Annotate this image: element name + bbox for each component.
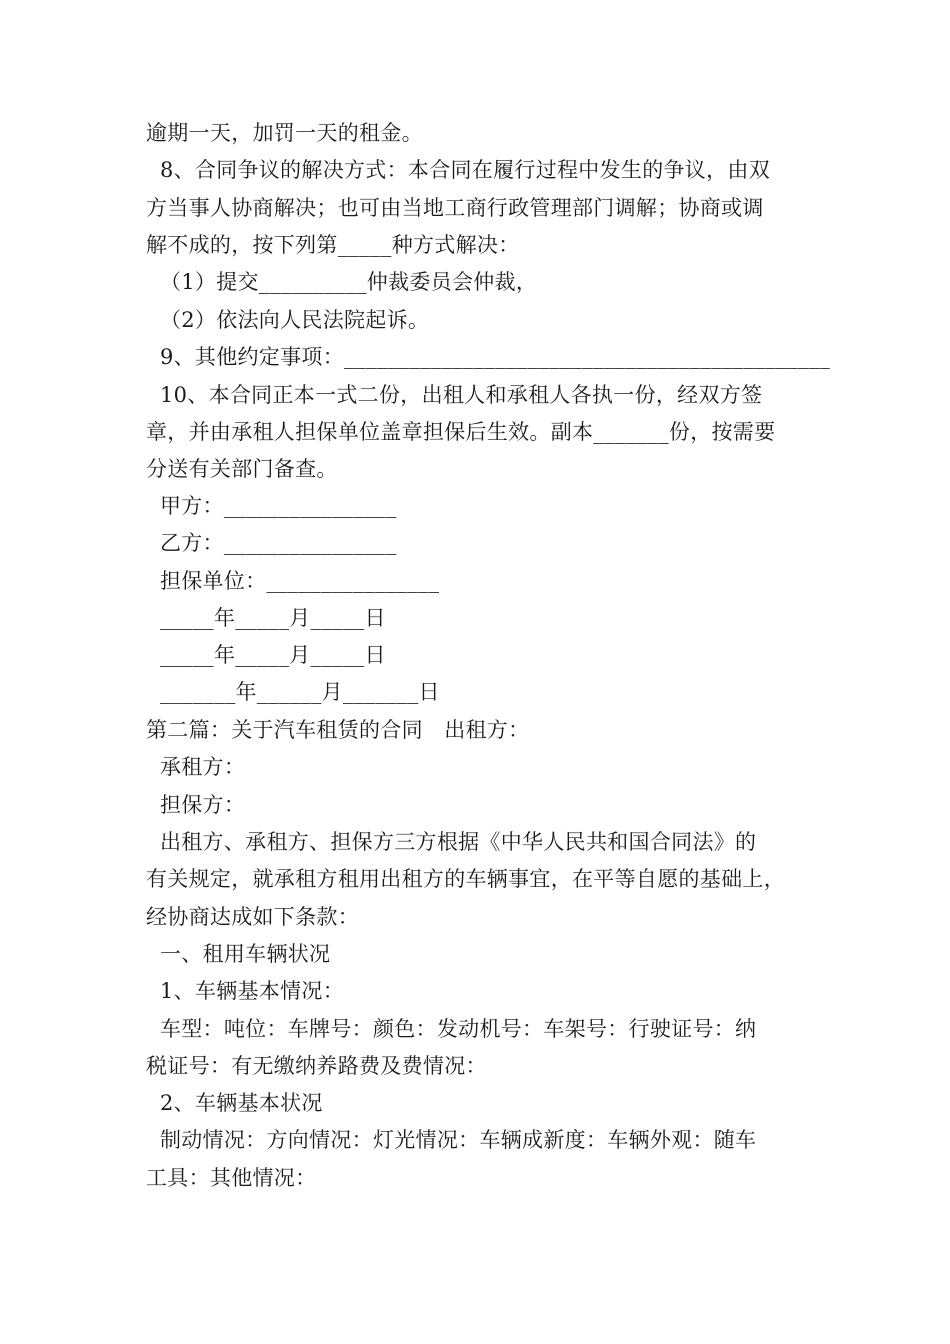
paragraph-line: 章，并由承租人担保单位盖章担保后生效。副本_______份，按需要 [146, 420, 776, 444]
paragraph-line: 方当事人协商解决；也可由当地工商行政管理部门调解；协商或调 [146, 196, 764, 220]
paragraph-line: 担保方： [146, 793, 246, 817]
date-line: _______年______月_______日 [146, 680, 440, 704]
signature-line-guarantor: 担保单位：________________ [146, 569, 440, 593]
paragraph-line: 解不成的，按下列第_____种方式解决： [146, 233, 520, 257]
paragraph-line: 10、本合同正本一式二份，出租人和承租人各执一份，经双方签 [146, 383, 763, 407]
date-line: _____年_____月_____日 [146, 643, 386, 667]
paragraph-line: 经协商达成如下条款： [146, 905, 359, 929]
paragraph-line: 制动情况：方向情况：灯光情况：车辆成新度：车辆外观：随车 [146, 1128, 757, 1152]
paragraph-line: （1）提交__________仲裁委员会仲裁， [146, 270, 538, 294]
paragraph-line: 分送有关部门备查。 [146, 457, 338, 481]
paragraph-line: 9、其他约定事项：_____________________________________________ [146, 345, 831, 369]
paragraph-line: 有关规定，就承租方租用出租方的车辆事宜，在平等自愿的基础上， [146, 867, 785, 891]
paragraph-line: 车型：吨位：车牌号：颜色：发动机号：车架号：行驶证号：纳 [146, 1017, 757, 1041]
section-heading: 第二篇：关于汽车租赁的合同 出租方： [146, 718, 530, 742]
paragraph-line: 8、合同争议的解决方式：本合同在履行过程中发生的争议，由双 [146, 158, 771, 182]
paragraph-line: 2、车辆基本状况 [146, 1091, 323, 1115]
date-line: _____年_____月_____日 [146, 606, 386, 630]
paragraph-line: 工具：其他情况： [146, 1166, 317, 1190]
signature-line-party-b: 乙方：________________ [146, 531, 397, 555]
paragraph-line: （2）依法向人民法院起诉。 [146, 308, 430, 332]
paragraph-line: 1、车辆基本情况： [146, 979, 345, 1003]
paragraph-line: 税证号：有无缴纳养路费及费情况： [146, 1054, 487, 1078]
paragraph-line: 一、租用车辆状况 [146, 942, 331, 966]
signature-line-party-a: 甲方：________________ [146, 494, 397, 518]
paragraph-line: 承租方： [146, 755, 246, 779]
paragraph-line: 出租方、承租方、担保方三方根据《中华人民共和国合同法》的 [146, 830, 757, 854]
paragraph-line: 逾期一天，加罚一天的租金。 [146, 121, 423, 145]
